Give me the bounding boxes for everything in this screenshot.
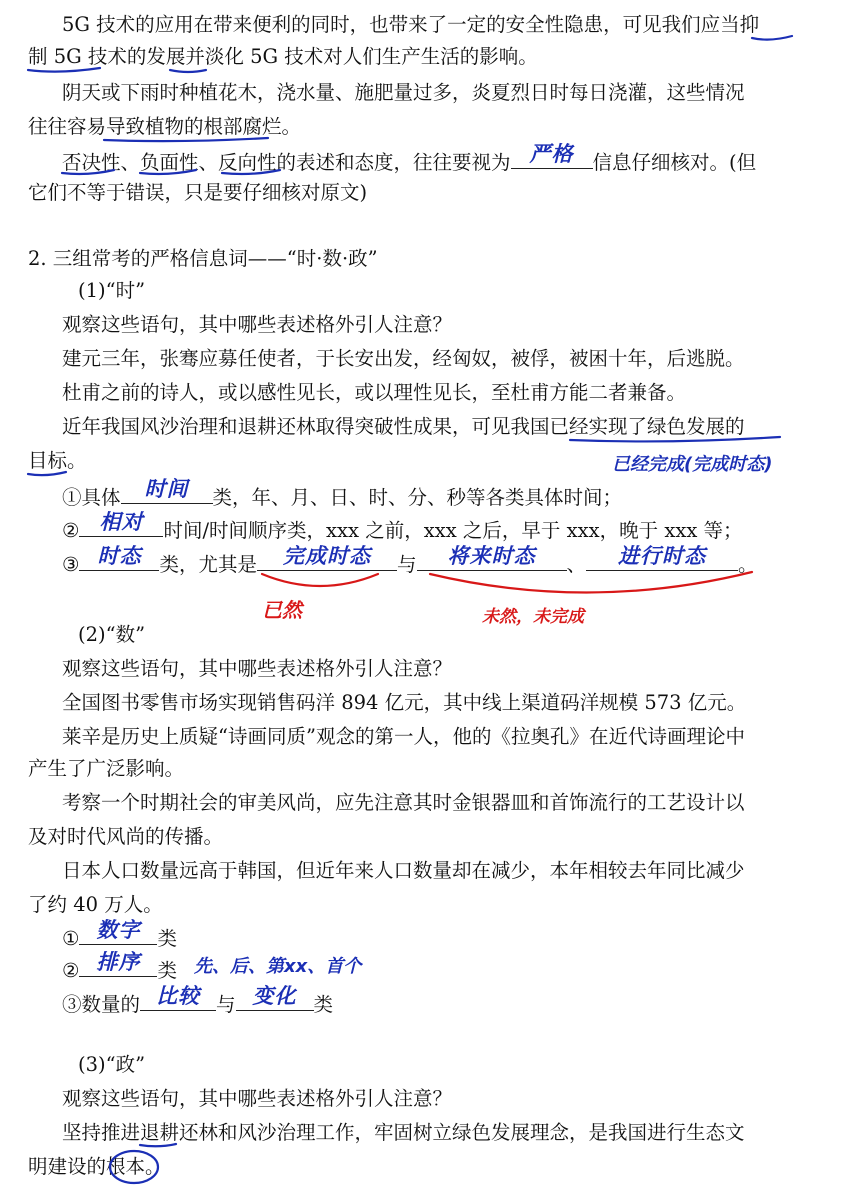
handwritten-answer: 比较 [156, 984, 201, 1008]
sub1-sentence1: 建元三年，张骞应募任使者，于长安出发，经匈奴，被俘，被困十年，后逃脱。 [62, 347, 745, 370]
answer-blank [257, 544, 397, 571]
sub2-sentence4-line1: 日本人口数量远高于韩国，但近年来人口数量却在减少，本年相较去年同比减少 [62, 859, 745, 882]
sub1-item3 [62, 544, 758, 578]
para3-post: 信息仔细核对。(但 [592, 151, 757, 174]
handwritten-note-unrealized: 未然，未完成 [482, 607, 584, 627]
sub2-item2 [62, 950, 177, 984]
handwritten-answer: 变化 [252, 984, 297, 1008]
sub2-sentence4-line2: 了约 40 万人。 [28, 893, 163, 916]
sub1-item1 [62, 477, 623, 511]
handwritten-answer: 排序 [96, 950, 141, 974]
sub2-prompt: 观察这些语句，其中哪些表述格外引人注意？ [62, 657, 453, 680]
answer-blank [79, 950, 157, 977]
sub2-item1 [62, 918, 177, 952]
handwritten-note-ordering: 先、后、第xx、首个 [194, 956, 362, 977]
para1-line1: 5G 技术的应用在带来便利的同时，也带来了一定的安全性隐患，可见我们应当抑 [62, 13, 760, 36]
para3-line2: 它们不等于错误，只是要仔细核对原文) [28, 181, 368, 204]
handwritten-answer: 时态 [97, 544, 142, 568]
answer-blank [79, 918, 157, 945]
answer-blank [586, 544, 738, 571]
para2-line2: 往往容易导致植物的根部腐烂。 [28, 115, 302, 138]
sub1-sentence2: 杜甫之前的诗人，或以感性见长，或以理性见长，至杜甫方能二者兼备。 [62, 381, 687, 404]
sub3-prompt: 观察这些语句，其中哪些表述格外引人注意？ [62, 1087, 453, 1110]
answer-blank [236, 984, 314, 1011]
handwritten-answer: 将来时态 [447, 544, 536, 568]
item-text: 类 [313, 993, 334, 1016]
item-text: 时间/时间顺序类，xxx 之前，xxx 之后，早于 xxx，晚于 xxx 等； [163, 519, 743, 542]
sub2-item3 [62, 984, 334, 1018]
handwritten-note-realized: 已然 [262, 598, 302, 622]
item-text: 类 [157, 959, 177, 982]
answer-blank [140, 984, 216, 1011]
answer-blank [79, 510, 163, 537]
handwritten-answer: 进行时态 [618, 544, 707, 568]
para2-line1: 阴天或下雨时种植花木，浇水量、施肥量过多，炎夏烈日时每日浇灌，这些情况 [62, 81, 745, 104]
item-label: ①具体 [62, 486, 121, 509]
handwritten-answer: 完成时态 [283, 544, 371, 568]
item-text: 。 [738, 553, 758, 576]
underline-mark [170, 70, 206, 72]
item-label: ② [62, 959, 80, 982]
handwritten-note-completed: 已经完成(完成时态) [612, 454, 773, 475]
item-text: 类，年、月、日、时、分、秒等各类具体时间； [212, 486, 623, 509]
sub1-title: (1)“时” [78, 279, 146, 302]
section-heading: 2. 三组常考的严格信息词——“时·数·政” [28, 247, 378, 270]
item-label: ① [62, 927, 80, 950]
item-text: 与 [216, 993, 236, 1016]
sub2-sentence3-line1: 考察一个时期社会的审美风尚，应先注意其时金银器皿和首饰流行的工艺设计以 [62, 791, 745, 814]
sub2-sentence2-line1: 莱辛是历史上质疑“诗画同质”观念的第一人，他的《拉奥孔》在近代诗画理论中 [62, 725, 745, 748]
sub1-sentence3-line1: 近年我国风沙治理和退耕还林取得突破性成果，可见我国已经实现了绿色发展的 [62, 415, 745, 438]
answer-blank [511, 142, 593, 169]
sub2-sentence3-line2: 及对时代风尚的传播。 [28, 825, 224, 848]
item-text: 类 [157, 927, 177, 950]
para3-pre: 否决性、负面性、反向性的表述和态度，往往要视为 [62, 151, 511, 174]
answer-blank [121, 477, 213, 504]
handwritten-answer: 相对 [99, 510, 144, 534]
sub1-sentence3-line2: 目标。 [28, 449, 87, 472]
para1-line2: 制 5G 技术的发展并淡化 5G 技术对人们生产生活的影响。 [28, 45, 538, 68]
handwritten-answer: 时间 [144, 477, 189, 501]
para3-line1 [62, 142, 757, 176]
item-label: ③ [62, 553, 80, 576]
handwritten-answer: 严格 [529, 142, 574, 166]
sub1-prompt: 观察这些语句，其中哪些表述格外引人注意？ [62, 313, 453, 336]
sub3-sentence1-line2: 明建设的根本。 [28, 1155, 165, 1178]
item-label: ③数量的 [62, 993, 141, 1016]
sub1-item2 [62, 510, 743, 544]
item-text: 、 [566, 553, 587, 576]
answer-blank [79, 544, 159, 571]
sub3-sentence1-line1: 坚持推进退耕还林和风沙治理工作，牢固树立绿色发展理念，是我国进行生态文 [62, 1121, 745, 1144]
answer-blank [417, 544, 567, 571]
item-label: ② [62, 519, 80, 542]
sub2-sentence2-line2: 产生了广泛影响。 [28, 757, 185, 780]
sub3-title: (3)“政” [78, 1053, 146, 1076]
sub2-sentence1: 全国图书零售市场实现销售码洋 894 亿元，其中线上渠道码洋规模 573 亿元。 [62, 691, 747, 714]
item-text: 类，尤其是 [159, 553, 257, 576]
item-text: 与 [397, 553, 417, 576]
sub2-title: (2)“数” [78, 623, 146, 646]
handwritten-answer: 数字 [96, 918, 141, 942]
